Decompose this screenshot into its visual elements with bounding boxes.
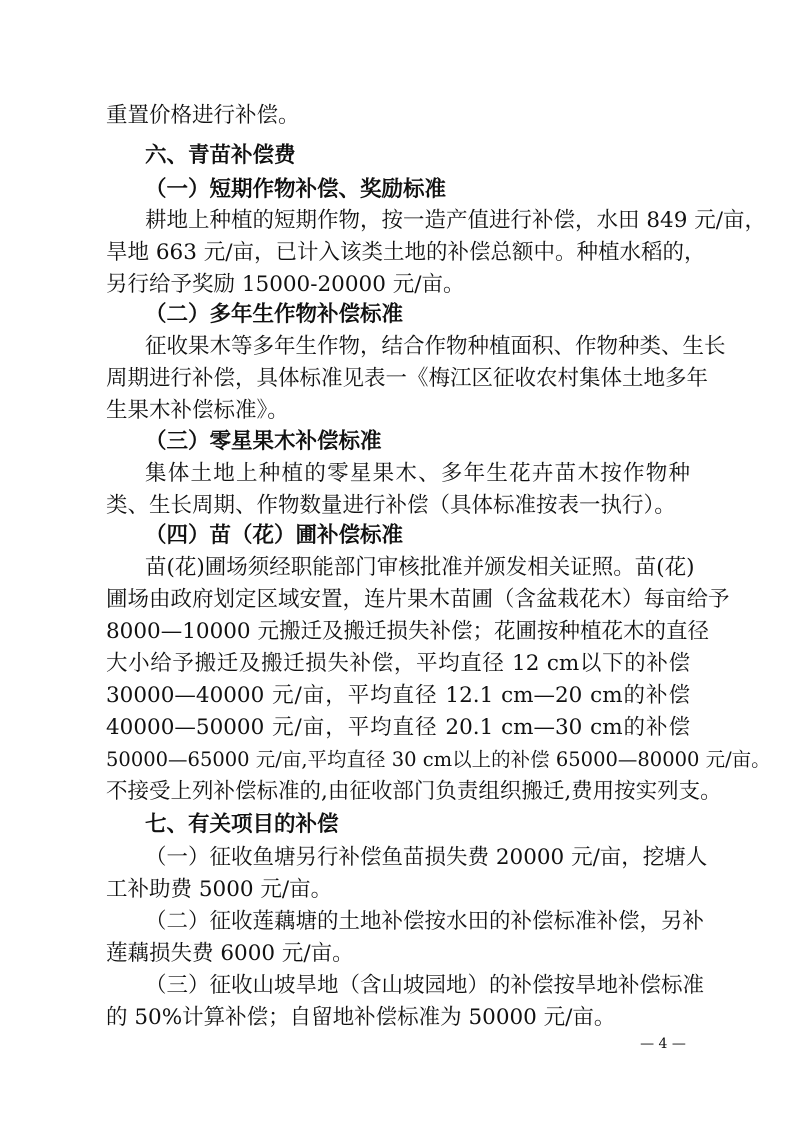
text-line: 不接受上列补偿标准的,由征收部门负责组织搬迁,费用按实列支。 bbox=[106, 779, 722, 804]
text-line: 30000—40000 元/亩，平均直径 12.1 cm—20 cm的补偿 bbox=[106, 683, 690, 708]
text-line: 50000—65000 元/亩,平均直径 30 cm以上的补偿 65000—80000 元/亩。 bbox=[106, 748, 771, 771]
text-line: 集体土地上种植的零星果木、多年生花卉苗木按作物种 bbox=[145, 461, 690, 486]
page-number: — 4 — bbox=[640, 1036, 686, 1052]
section-heading: 六、青苗补偿费 bbox=[145, 143, 296, 168]
subsection-heading: （一）短期作物补偿、奖励标准 bbox=[145, 177, 447, 202]
text-line: 耕地上种植的短期作物，按一造产值进行补偿，水田 849 元/亩， bbox=[145, 208, 766, 233]
subsection-heading: （三）零星果木补偿标准 bbox=[145, 429, 382, 454]
section-heading: 七、有关项目的补偿 bbox=[145, 812, 339, 837]
text-line: 工补助费 5000 元/亩。 bbox=[106, 877, 333, 902]
text-line: （一）征收鱼塘另行补偿鱼苗损失费 20000 元/亩，挖塘人 bbox=[145, 845, 708, 870]
text-line: 重置价格进行补偿。 bbox=[106, 103, 300, 128]
text-line: （三）征收山坡旱地（含山坡园地）的补偿按旱地补偿标准 bbox=[145, 973, 705, 998]
text-line: 40000—50000 元/亩，平均直径 20.1 cm—30 cm的补偿 bbox=[106, 715, 690, 740]
text-line: 旱地 663 元/亩，已计入该类土地的补偿总额中。种植水稻的， bbox=[106, 240, 706, 265]
subsection-heading: （二）多年生作物补偿标准 bbox=[145, 302, 404, 327]
text-line: 周期进行补偿，具体标准见表一《梅江区征收农村集体土地多年 bbox=[106, 366, 709, 391]
text-line: 苗(花)圃场须经职能部门审核批准并颁发相关证照。苗(花) bbox=[145, 555, 695, 580]
text-line: （二）征收莲藕塘的土地补偿按水田的补偿标准补偿，另补 bbox=[145, 909, 705, 934]
text-line: 另行给予奖励 15000-20000 元/亩。 bbox=[106, 272, 465, 297]
text-line: 8000—10000 元搬迁及搬迁损失补偿；花圃按种植花木的直径 bbox=[106, 619, 709, 644]
text-line: 莲藕损失费 6000 元/亩。 bbox=[106, 941, 354, 966]
text-line: 圃场由政府划定区域安置，连片果木苗圃（含盆栽花木）每亩给予 bbox=[106, 587, 730, 612]
text-line: 的 50%计算补偿；自留地补偿标准为 50000 元/亩。 bbox=[106, 1005, 616, 1030]
text-line: 类、生长周期、作物数量进行补偿（具体标准按表一执行）。 bbox=[106, 493, 676, 518]
subsection-heading: （四）苗（花）圃补偿标准 bbox=[145, 523, 404, 548]
text-line: 生果木补偿标准》。 bbox=[106, 398, 289, 423]
text-line: 征收果木等多年生作物，结合作物种植面积、作物种类、生长 bbox=[145, 334, 726, 359]
text-line: 大小给予搬迁及搬迁损失补偿，平均直径 12 cm以下的补偿 bbox=[106, 651, 690, 676]
